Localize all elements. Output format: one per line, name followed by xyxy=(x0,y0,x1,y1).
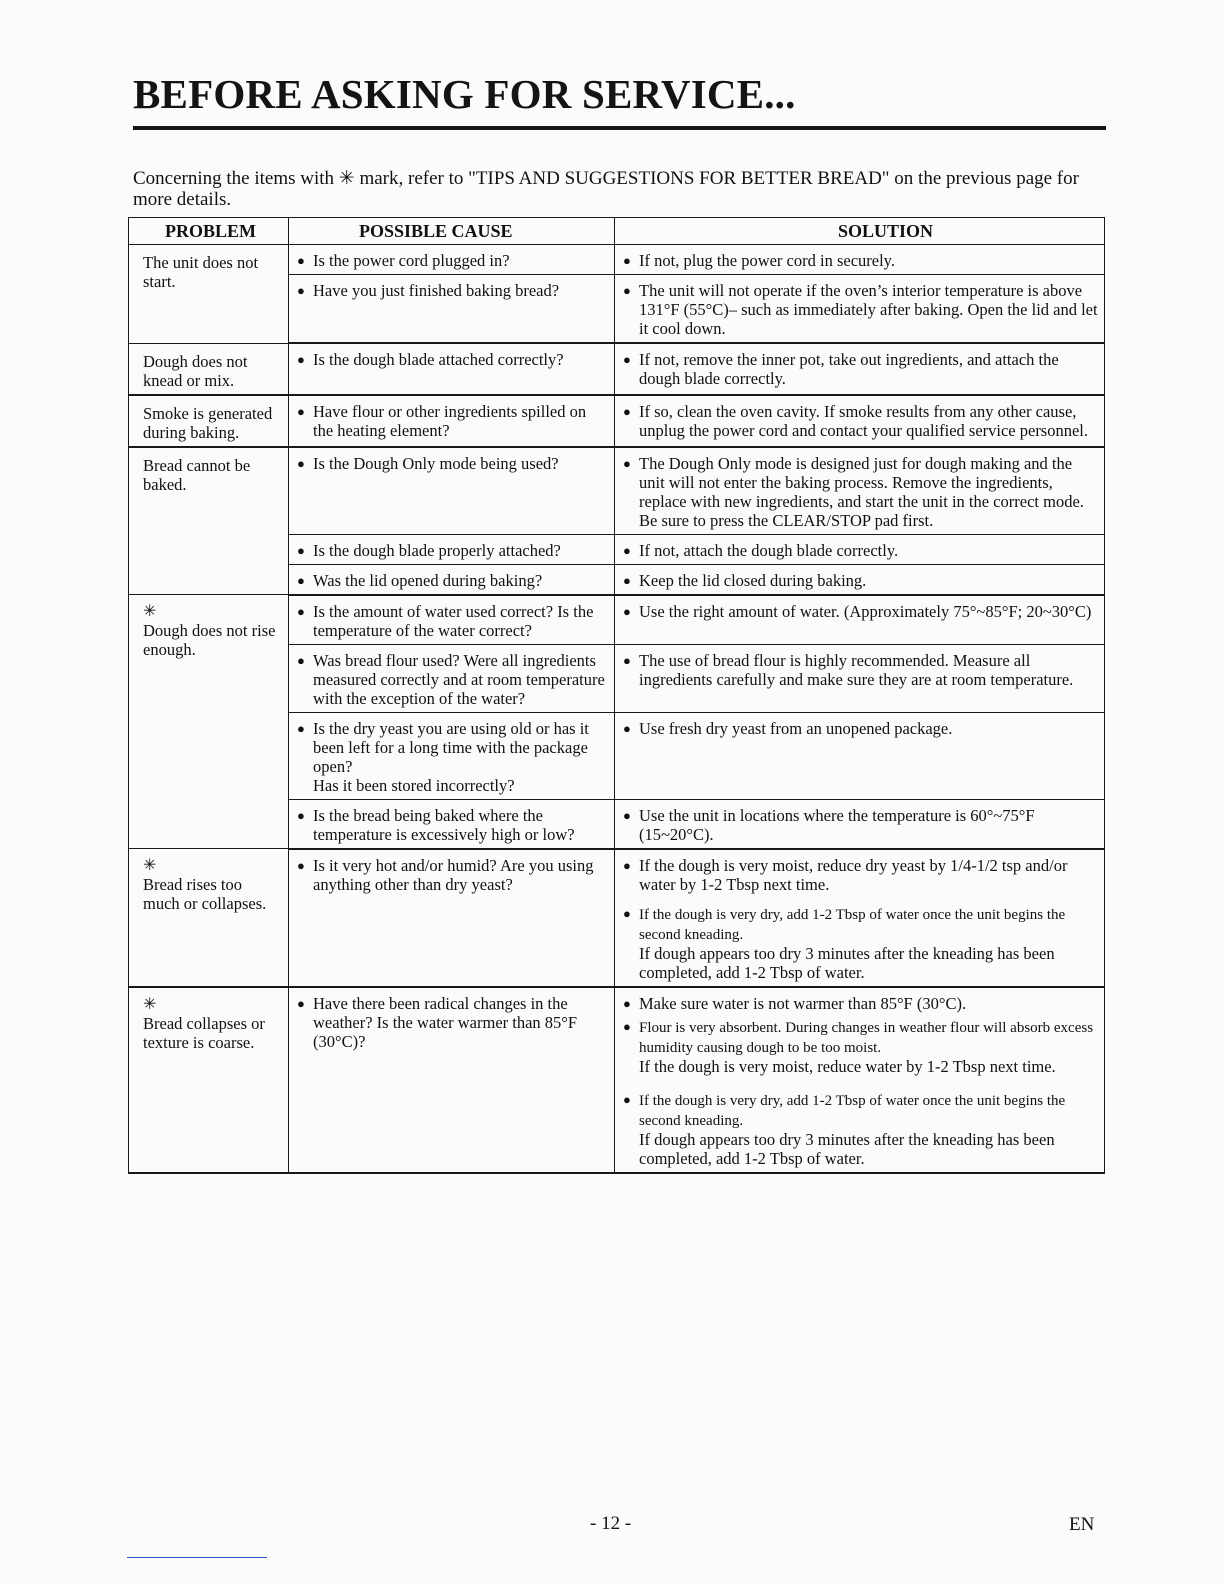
problem-cell: The unit does not start. xyxy=(129,245,289,344)
bullet-icon: ● xyxy=(623,603,631,619)
page-number: - 12 - xyxy=(590,1513,632,1534)
problem-cell: Smoke is generated during baking. xyxy=(129,395,289,447)
asterisk-mark-icon: ✳ xyxy=(143,995,157,1013)
solution-cell: ● Use fresh dry yeast from an unopened package. xyxy=(615,712,1105,799)
page-title: BEFORE ASKING FOR SERVICE... xyxy=(133,71,796,117)
cause-cell: ● Is the dough blade attached correctly? xyxy=(289,343,615,395)
title-underline xyxy=(133,126,1106,130)
table-header-row xyxy=(129,218,1105,245)
solution-cell: ● Use the unit in locations where the temperature is 60°~75°F (15~20°C). xyxy=(615,799,1105,849)
bullet-icon: ● xyxy=(623,720,631,736)
header-problem: PROBLEM xyxy=(129,218,289,245)
bullet-icon: ● xyxy=(623,1091,631,1107)
table-row xyxy=(129,395,1105,447)
bullet-icon: ● xyxy=(623,1018,631,1034)
bullet-icon: ● xyxy=(623,807,631,823)
problem-cell: ✳ Dough does not rise enough. xyxy=(129,595,289,849)
solution-cell: ● The unit will not operate if the oven’s interior temperature is above 131°F (55°C)– such as immediately after baking. Open the lid and let it cool down. xyxy=(615,275,1105,344)
table-row xyxy=(129,987,1105,1173)
asterisk-mark-icon: ✳ xyxy=(143,857,157,874)
cause-cell: ● Is the dough blade properly attached? xyxy=(289,534,615,564)
bullet-icon: ● xyxy=(623,542,631,558)
table-row xyxy=(129,245,1105,275)
cause-cell: ● Is the dry yeast you are using old or has it been left for a long time with the package open? Has it been stored incorrectly? xyxy=(289,712,615,799)
bullet-icon: ● xyxy=(297,542,305,558)
table-row xyxy=(129,447,1105,535)
bullet-icon: ● xyxy=(623,253,631,268)
cause-cell: ● Have there been radical changes in the weather? Is the water warmer than 85°F (30°C)? xyxy=(289,987,615,1173)
cause-cell: ● Have flour or other ingredients spilled on the heating element? xyxy=(289,395,615,447)
cause-cell: ● Is the power cord plugged in? xyxy=(289,245,615,275)
bullet-icon: ● xyxy=(297,720,305,736)
bullet-icon: ● xyxy=(297,857,305,873)
language-code: EN xyxy=(1069,1514,1095,1535)
bullet-icon: ● xyxy=(297,455,305,471)
bullet-icon: ● xyxy=(297,572,305,588)
cause-cell: ● Is it very hot and/or humid? Are you using anything other than dry yeast? xyxy=(289,849,615,987)
divider xyxy=(127,1557,267,1558)
bullet-icon: ● xyxy=(623,283,631,298)
problem-cell: Bread cannot be baked. xyxy=(129,447,289,595)
cause-cell: ● Was bread flour used? Were all ingredients measured correctly and at room temperature with the exception of the water? xyxy=(289,644,615,712)
asterisk-mark-icon: ✳ xyxy=(143,603,157,620)
bullet-icon: ● xyxy=(297,652,305,668)
header-possible-cause: POSSIBLE CAUSE xyxy=(289,218,615,245)
cause-cell: ● Is the amount of water used correct? Is the temperature of the water correct? xyxy=(289,595,615,645)
solution-cell: ● If not, remove the inner pot, take out ingredients, and attach the dough blade correctly. xyxy=(615,343,1105,395)
solution-cell: ● If not, plug the power cord in securely. xyxy=(615,245,1105,275)
bullet-icon: ● xyxy=(623,455,631,471)
problem-cell: ✳ Bread collapses or texture is coarse. xyxy=(129,987,289,1173)
cause-cell: ● Was the lid opened during baking? xyxy=(289,564,615,595)
bullet-icon: ● xyxy=(623,857,631,873)
header-solution: SOLUTION xyxy=(615,218,1105,245)
cause-cell: ● Is the bread being baked where the temperature is excessively high or low? xyxy=(289,799,615,849)
bullet-icon: ● xyxy=(297,283,305,298)
table-row xyxy=(129,595,1105,645)
bullet-icon: ● xyxy=(623,572,631,588)
bullet-icon: ● xyxy=(297,253,305,268)
intro-text: Concerning the items with ✳ mark, refer to "TIPS AND SUGGESTIONS FOR BETTER BREAD" on the previous page for more details. xyxy=(133,168,1079,210)
problem-cell: Dough does not knead or mix. xyxy=(129,343,289,395)
cause-cell: ● Is the Dough Only mode being used? xyxy=(289,447,615,535)
troubleshooting-table xyxy=(128,217,1105,1174)
bullet-icon: ● xyxy=(297,352,305,367)
solution-cell: ● If not, attach the dough blade correctly. xyxy=(615,534,1105,564)
solution-cell: ● The Dough Only mode is designed just for dough making and the unit will not enter the baking process. Remove the ingredients, replace with new ingredients, and start the unit in the correct mode. Be sure to press the CLEAR/STOP pad first. xyxy=(615,447,1105,535)
solution-cell: ● If the dough is very moist, reduce dry yeast by 1/4-1/2 tsp and/or water by 1-2 Tbsp next time. ● If the dough is very dry, add 1-2 Tbsp of water once the unit begins the second kneading. If dough appears too dry 3 minutes after the kneading has been completed, add 1-2 Tbsp of water. xyxy=(615,849,1105,987)
solution-cell: ● The use of bread flour is highly recommended. Measure all ingredients carefully and make sure they are at room temperature. xyxy=(615,644,1105,712)
solution-cell: ● Keep the lid closed during baking. xyxy=(615,564,1105,595)
bullet-icon: ● xyxy=(297,807,305,823)
bullet-icon: ● xyxy=(623,352,631,367)
bullet-icon: ● xyxy=(297,995,305,1011)
table-row xyxy=(129,343,1105,395)
bullet-icon: ● xyxy=(297,603,305,619)
problem-cell: ✳ Bread rises too much or collapses. xyxy=(129,849,289,987)
bullet-icon: ● xyxy=(297,403,305,419)
bullet-icon: ● xyxy=(623,905,631,921)
table-row xyxy=(129,849,1105,987)
bullet-icon: ● xyxy=(623,995,631,1011)
bullet-icon: ● xyxy=(623,652,631,668)
bullet-icon: ● xyxy=(623,403,631,419)
solution-cell: ● If so, clean the oven cavity. If smoke results from any other cause, unplug the power cord and contact your qualified service personnel. xyxy=(615,395,1105,447)
solution-cell: ● Use the right amount of water. (Approximately 75°~85°F; 20~30°C) xyxy=(615,595,1105,645)
cause-cell: ● Have you just finished baking bread? xyxy=(289,275,615,344)
solution-cell: ● Make sure water is not warmer than 85°F (30°C). ● Flour is very absorbent. During changes in weather flour will absorb excess humidity causing dough to be too moist. If the dough is very moist, reduce water by 1-2 Tbsp next time. ● If the dough is very dry, add 1-2 Tbsp of water once the unit begins the second kneading. If dough appears too dry 3 minutes after the kneading has been completed, add 1-2 Tbsp of water. xyxy=(615,987,1105,1173)
